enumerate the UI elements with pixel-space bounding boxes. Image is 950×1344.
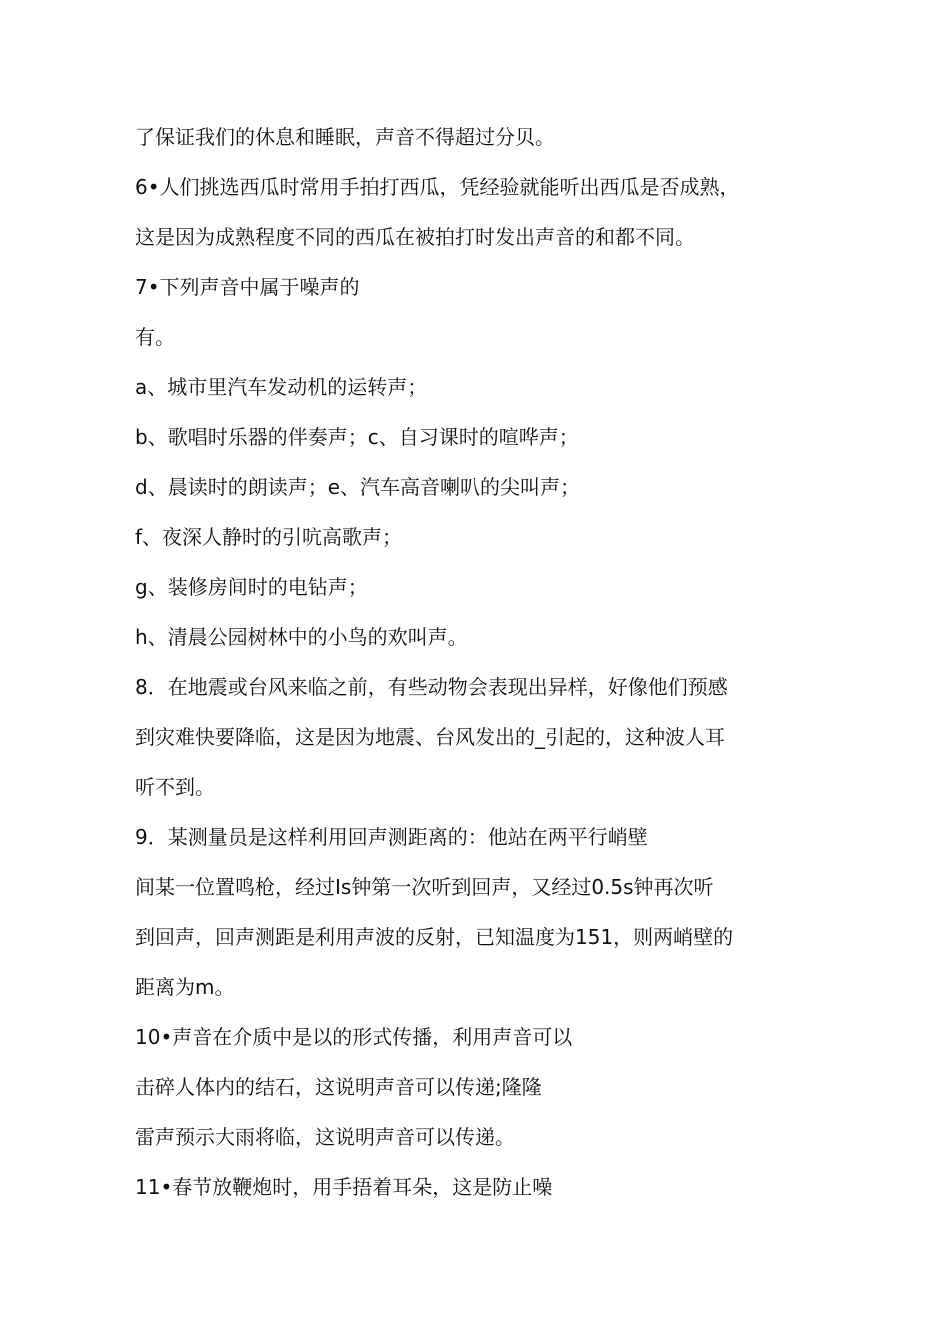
- text-line: a、城市里汽车发动机的运转声；: [135, 375, 428, 399]
- text-line: b、歌唱时乐器的伴奏声；c、自习课时的喧哗声；: [135, 425, 579, 449]
- text-line: h、清晨公园树林中的小鸟的欢叫声。: [135, 625, 468, 649]
- text-line: 8．在地震或台风来临之前，有些动物会表现出异样，好像他们预感: [135, 675, 728, 699]
- text-line: 6•人们挑选西瓜时常用手拍打西瓜，凭经验就能听出西瓜是否成熟，: [135, 175, 740, 199]
- text-line: g、装修房间时的电钻声；: [135, 575, 368, 599]
- text-line: 10•声音在介质中是以的形式传播，利用声音可以: [135, 1025, 573, 1049]
- text-line: 间某一位置鸣枪，经过Is钟第一次听到回声，又经过0.5s钟再次听: [135, 875, 714, 899]
- text-line: f、夜深人静时的引吭高歌声；: [135, 525, 403, 549]
- text-line: 距离为m。: [135, 975, 235, 999]
- text-line: 了保证我们的休息和睡眠，声音不得超过分贝。: [135, 125, 555, 149]
- text-line: d、晨读时的朗读声；e、汽车高音喇叭的尖叫声；: [135, 475, 580, 499]
- text-line: 11•春节放鞭炮时，用手捂着耳朵，这是防止噪: [135, 1175, 553, 1199]
- text-line: 9．某测量员是这样利用回声测距离的：他站在两平行峭壁: [135, 825, 648, 849]
- text-line: 7•下列声音中属于噪声的: [135, 275, 360, 299]
- text-line: 雷声预示大雨将临，这说明声音可以传递。: [135, 1125, 515, 1149]
- text-line: 这是因为成熟程度不同的西瓜在被拍打时发出声音的和都不同。: [135, 225, 695, 249]
- text-line: 听不到。: [135, 775, 215, 799]
- document-body: [135, 112, 825, 1212]
- text-line: 击碎人体内的结石，这说明声音可以传递;隆隆: [135, 1075, 542, 1099]
- text-line: 到灾难快要降临，这是因为地震、台风发出的_引起的，这种波人耳: [135, 725, 725, 749]
- text-line: 有。: [135, 325, 175, 349]
- text-line: 到回声，回声测距是利用声波的反射，已知温度为151，则两峭壁的: [135, 925, 734, 949]
